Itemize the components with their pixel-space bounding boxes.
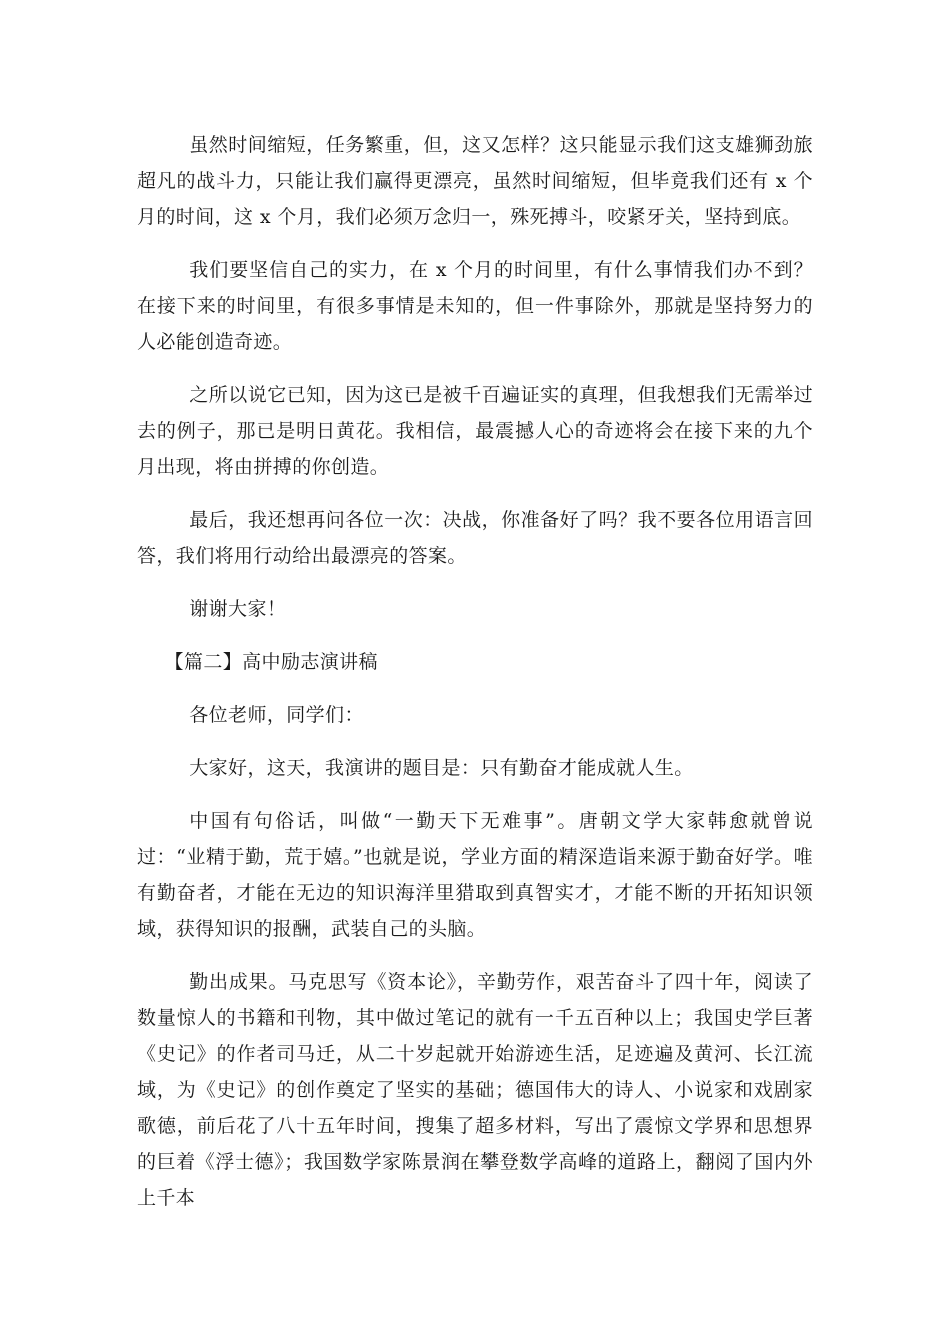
paragraph-known-truth: 之所以说它已知，因为这已是被千百遍证实的真理，但我想我们无需举过去的例子，那已是明日黄花。我相信，最震撼人心的奇迹将会在接下来的九个月出现，将由拼搏的你创造。 bbox=[137, 384, 813, 478]
paragraph-believe-strength: 我们要坚信自己的实力，在 x 个月的时间里，有什么事情我们办不到？在接下来的时间里，有很多事情是未知的，但一件事除外，那就是坚持努力的人必能创造奇迹。 bbox=[137, 259, 813, 353]
paragraph-proverb: 中国有句俗话，叫做“一勤天下无难事”。唐朝文学大家韩愈就曾说过：“业精于勤，荒于嬉。”也就是说，学业方面的精深造诣来源于勤奋好学。唯有勤奋者，才能在无边的知识海洋里猎取到真智实才，才能不断的开拓知识领域，获得知识的报酬，武装自己的头脑。 bbox=[137, 810, 813, 940]
paragraph-final-question: 最后，我还想再问各位一次：决战，你准备好了吗？我不要各位用语言回答，我们将用行动给出最漂亮的答案。 bbox=[137, 509, 813, 567]
paragraph-thanks: 谢谢大家！ bbox=[189, 598, 287, 620]
paragraph-time-shortened: 虽然时间缩短，任务繁重，但，这又怎样？这只能显示我们这支雄狮劲旅超凡的战斗力，只能让我们赢得更漂亮，虽然时间缩短，但毕竟我们还有 x 个月的时间，这 x 个月，我们必须万念归一，殊死搏斗，咬紧牙关，坚持到底。 bbox=[137, 134, 813, 228]
document-body bbox=[137, 127, 813, 1216]
section-heading: 【篇二】高中励志演讲稿 bbox=[164, 651, 378, 673]
paragraph-topic: 大家好，这天，我演讲的题目是：只有勤奋才能成就人生。 bbox=[189, 757, 694, 779]
paragraph-greeting: 各位老师，同学们： bbox=[189, 704, 364, 726]
paragraph-diligence-results: 勤出成果。马克思写《资本论》，辛勤劳作，艰苦奋斗了四十年，阅读了数量惊人的书籍和刊物，其中做过笔记的就有一千五百种以上；我国史学巨著《史记》的作者司马迁，从二十岁起就开始游迹生活，足迹遍及黄河、长江流域，为《史记》的创作奠定了坚实的基础；德国伟大的诗人、小说家和戏剧家歌德，前后花了八十五年时间，搜集了超多材料，写出了震惊文学界和思想界的巨着《浮士德》；我国数学家陈景润在攀登数学高峰的道路上，翻阅了国内外上千本 bbox=[137, 971, 813, 1209]
